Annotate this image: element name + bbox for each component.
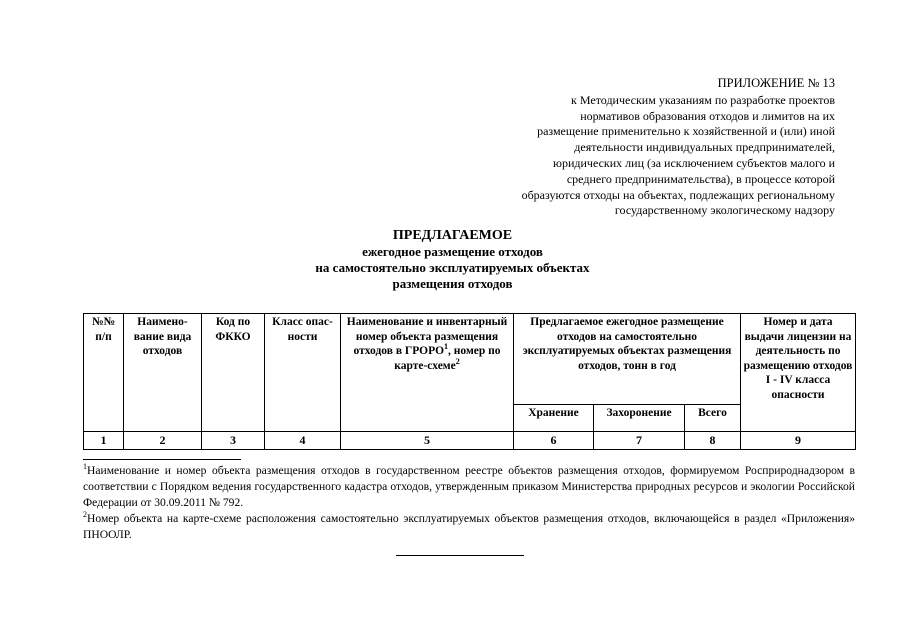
footnote-mark-1: 1 [444, 342, 449, 352]
header-object-name-text: Наименование и инвентарный номер объекта размещения отходов в ГРОРО [346, 316, 508, 357]
footnote-2-mark: 2 [83, 510, 87, 520]
heading-line-3: на самостоятельно эксплуатируемых объектах [315, 260, 590, 275]
appendix-line: к Методическим указаниям по разработке проектов [571, 92, 835, 107]
header-object-name-text-2: , номер по карте-схеме [394, 345, 501, 372]
appendix-line: деятельности индивидуальных предпринимателей, [574, 140, 835, 155]
subheader-burial: Захоронение [594, 405, 685, 432]
footnotes [83, 463, 855, 543]
footnote-separator [83, 459, 241, 460]
header-object-name [341, 314, 514, 432]
heading-line-4: размещения отходов [392, 276, 513, 291]
column-number: 5 [341, 432, 514, 450]
header-fkko-code: Код по ФККО [202, 314, 265, 432]
footnote-2 [83, 511, 855, 543]
subheader-storage: Хранение [514, 405, 594, 432]
column-number: 9 [741, 432, 856, 450]
column-number: 6 [514, 432, 594, 450]
header-hazard-class: Класс опас- ности [265, 314, 341, 432]
appendix-line: образуются отходы на объектах, подлежащих региональному [521, 187, 835, 202]
appendix-line: государственному экологическому надзору [614, 203, 835, 218]
appendix-line: размещение применительно к хозяйственной и (или) иной [537, 124, 835, 139]
column-number: 2 [124, 432, 202, 450]
document-heading [0, 228, 905, 292]
footnote-1 [83, 463, 855, 511]
header-license-text: Номер и дата выдачи лицензии на деятельность по размещению отходов [743, 316, 853, 372]
column-number: 4 [265, 432, 341, 450]
footnote-1-text: Наименование и номер объекта размещения отходов в государственном реестре объектов размещения отходов, формируемом Росприроднадзором в соответствии с Порядком ведения государственного кадастра отходов, утвержденным приказом Министерства природных ресурсов и экологии Российской Федерации от 30.09.2011 № 792. [83, 464, 855, 509]
header-license [741, 314, 856, 432]
header-license-class: I - IV класса опасности [765, 374, 831, 401]
column-number: 3 [202, 432, 265, 450]
appendix-line: нормативов образования отходов и лимитов на их [580, 108, 835, 123]
appendix-block [475, 76, 835, 219]
end-separator [396, 555, 524, 556]
subheader-total: Всего [685, 405, 741, 432]
footnote-mark-2: 2 [455, 356, 460, 366]
appendix-line: юридических лиц (за исключением субъектов малого и [553, 155, 835, 170]
column-number: 8 [685, 432, 741, 450]
waste-placement-table [83, 313, 856, 450]
column-number: 1 [84, 432, 124, 450]
appendix-title: ПРИЛОЖЕНИЕ № 13 [717, 76, 835, 90]
header-number: №№ п/п [84, 314, 124, 432]
heading-line-1: ПРЕДЛАГАЕМОЕ [392, 228, 513, 243]
header-waste-name: Наимено- вание вида отходов [124, 314, 202, 432]
footnote-2-text: Номер объекта на карте-схеме расположения самостоятельно эксплуатируемых объектов размещения отходов, включающейся в раздел «Приложения» ПНООЛР. [83, 512, 855, 541]
appendix-line: среднего предпринимательства), в процессе которой [566, 171, 835, 186]
heading-line-2: ежегодное размещение отходов [362, 244, 543, 259]
header-proposed-placement: Предлагаемое ежегодное размещение отходов на самостоятельно эксплуатируемых объектах размещения отходов, тонн в год [514, 314, 741, 405]
footnote-1-mark: 1 [83, 462, 87, 472]
column-number: 7 [594, 432, 685, 450]
